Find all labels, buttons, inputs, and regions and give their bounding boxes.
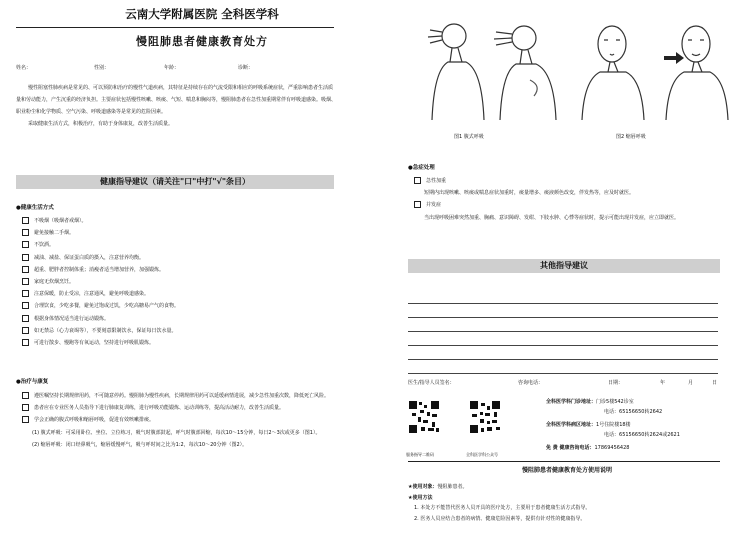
writing-line[interactable] <box>408 290 718 304</box>
contact-info <box>546 398 680 454</box>
writing-line[interactable] <box>408 304 718 318</box>
left-column <box>8 0 396 546</box>
list-item[interactable]: 不吸烟（吸烟者戒烟）。 <box>22 215 332 227</box>
checkbox-icon[interactable] <box>22 266 29 273</box>
emergency-text: 短期内出现咳嗽、咳痰或喘息症状加重时，痰量增多、痰液颜色改变，伴发热等，应及时就医。 <box>424 190 635 197</box>
checkbox-icon[interactable] <box>22 404 29 411</box>
list-item[interactable]: 家庭无炊烟烹饪。 <box>22 276 332 288</box>
list-subitem: (2) 缩唇呼吸：闭口经鼻吸气，缩唇缓慢呼气，吸与呼时间之比为1:2，每次10～20分钟（图2）。 <box>32 441 248 448</box>
checkbox-icon[interactable] <box>22 302 29 309</box>
list-item[interactable]: 可进行散步、慢跑等有氧运动，坚持进行呼吸肌锻炼。 <box>22 337 332 349</box>
checkbox-icon[interactable] <box>22 339 29 346</box>
writing-line[interactable] <box>408 318 718 332</box>
header-rule <box>16 27 334 28</box>
diagnosis-field: 诊断： <box>238 65 254 71</box>
guide-rule <box>408 461 720 462</box>
pursed-lip-breathing-illustration <box>574 10 735 124</box>
doctor-signature-label[interactable]: 医生/指导人员签名： <box>408 380 455 386</box>
day-label: 日 <box>712 380 718 386</box>
name-field: 姓名： <box>16 65 32 71</box>
emergency-text: 当出现呼吸困难突然加重、胸痛、意识障碍、发绀、下肢水肿、心悸等症状时，提示可能出现并发症，应立即就医。 <box>424 214 680 221</box>
pursed-lip-breathing-figure <box>574 10 735 124</box>
ward-address-label: 全科医学科病区地址： <box>546 422 597 428</box>
writing-line[interactable] <box>408 360 718 374</box>
month-label: 月 <box>688 380 694 386</box>
year-label: 年 <box>660 380 666 386</box>
health-guidance-band: 健康指导建议（请关注"口"中打"√"条目） <box>16 175 334 189</box>
checkbox-icon[interactable] <box>22 254 29 261</box>
target-label: ★使用对象： <box>408 484 438 490</box>
hospital-name: 云南大学附属医院 全科医学科 <box>125 7 279 21</box>
checkbox-icon[interactable] <box>22 315 29 322</box>
usage-guide-title: 慢阻肺患者健康教育处方使用说明 <box>521 467 612 474</box>
hotline-label: 免 费 健康咨询电话： <box>546 445 595 451</box>
checkbox-icon[interactable] <box>22 416 29 423</box>
clinic-phone-label: 电话： <box>604 408 620 415</box>
blank-writing-lines[interactable] <box>408 290 718 374</box>
treatment-heading: ●治疗与康复 <box>16 379 49 385</box>
lifestyle-heading: ●健康生活方式 <box>16 205 54 211</box>
list-item[interactable]: 根据身体情况适当进行运动锻炼。 <box>22 313 332 325</box>
date-label: 日期： <box>608 380 624 386</box>
intro-paragraph: 采取健康生活方式，积极治疗，有助于身体康复，改善生活质量。 <box>28 121 174 127</box>
arrow-icon <box>664 52 684 64</box>
checkbox-icon[interactable] <box>22 327 29 334</box>
checkbox-icon[interactable] <box>22 278 29 285</box>
method-label: ★使用方法 <box>408 494 433 501</box>
abdominal-breathing-figure <box>412 10 577 124</box>
checkbox-icon[interactable] <box>22 217 29 224</box>
document-title: 慢阻肺患者健康教育处方 <box>136 35 268 48</box>
list-item[interactable]: 不饮酒。 <box>22 239 332 251</box>
intro-text <box>16 82 336 130</box>
age-field: 年龄： <box>164 65 180 71</box>
list-item[interactable]: 注意保暖，防止受凉，注意通风，避免呼吸道感染。 <box>22 288 332 300</box>
list-item[interactable]: 并发症 <box>414 199 726 211</box>
checkbox-icon[interactable] <box>414 201 421 208</box>
writing-line[interactable] <box>408 346 718 360</box>
hotline-number: 17869456428 <box>594 445 630 451</box>
ward-phone: 65156650转2624或2621 <box>619 431 680 438</box>
writing-line[interactable] <box>408 332 718 346</box>
official-account-qr-code <box>469 400 501 434</box>
intro-paragraph: 慢性阻塞性肺疾病是常见的、可以预防和治疗的慢性气道疾病，其特征是持续存在的气流受限和相应的呼吸系统症状，严重影响患者生活质量和劳动能力，产生沉重的经济负担。主要症状包括慢性咳嗽、咳痰、气短、喘息和胸闷等，慢阻肺患者在急性加重期常伴有呼吸道感染。吸烟、职业粉尘和化学物质、空气污染、呼吸道感染等是常见的危险因素。 <box>16 85 337 115</box>
lifestyle-list <box>22 215 332 349</box>
list-item[interactable]: 患者应在专业医务人员指导下进行肺康复训练，进行呼吸功能锻炼、运动训练等，提高活动耐力，改善生活质量。 <box>22 402 332 414</box>
list-item[interactable]: 如无禁忌（心力衰竭等），不要刻意限制饮水，保证每日饮水量。 <box>22 325 332 337</box>
method-item: 2. 医务人员应结合患者的病情、健康危险因素等，提供有针对性的健康指导。 <box>414 515 586 522</box>
service-qr-code <box>408 400 440 434</box>
target-text: 慢阻肺患者。 <box>437 484 468 490</box>
list-item[interactable]: 减油、减盐、保证蛋白质的摄入，注意营养均衡。 <box>22 252 332 264</box>
ward-phone-label: 电话： <box>604 431 620 438</box>
checkbox-icon[interactable] <box>22 392 29 399</box>
checkbox-icon[interactable] <box>22 290 29 297</box>
checkbox-icon[interactable] <box>22 229 29 236</box>
list-item[interactable]: 学会正确的腹式呼吸和缩唇呼吸，促进有效咳嗽排痰。 <box>22 414 332 426</box>
ward-address: 1号住院楼18楼 <box>596 422 631 428</box>
abdominal-breathing-illustration <box>412 10 577 124</box>
official-account-qr-caption: 全科医学科公众号 <box>466 452 498 457</box>
list-item[interactable]: 合理饮食，少吃多餐，避免过饱或过饥，少吃高糖易产气的食物。 <box>22 300 332 312</box>
list-item[interactable]: 遵医嘱坚持长期规律用药，不可随意停药。慢阻肺为慢性疾病，长期规律用药可以延缓病情进展，减少急性加重次数，降低死亡风险。 <box>22 390 332 402</box>
service-qr-caption: 服务指导二维码 <box>406 452 434 457</box>
gender-field: 性别： <box>94 65 110 71</box>
list-item[interactable]: 避免接触二手烟。 <box>22 227 332 239</box>
list-item[interactable]: 急性加重 <box>414 175 726 187</box>
list-item[interactable]: 超重、肥胖者控制体重；消瘦者适当增加营养，加强锻炼。 <box>22 264 332 276</box>
other-guidance-band: 其他指导建议 <box>408 259 720 273</box>
phone-label: 咨询电话： <box>518 380 544 386</box>
list-subitem: (1) 腹式呼吸：可采用卧位、坐位、立位练习，吸气时腹部鼓起，呼气时腹部回缩，每次10～15分钟，每日2～3次或更多（图1）。 <box>32 429 321 436</box>
figure-2-caption: 图2 缩唇呼吸 <box>616 134 646 140</box>
figure-1-caption: 图1 腹式呼吸 <box>454 134 484 140</box>
method-item: 1. 本处方不能替代医务人员开具的医疗处方，主要用于患者健康生活方式指导。 <box>414 505 591 511</box>
emergency-heading: ●急症处理 <box>408 165 435 171</box>
usage-guide <box>408 482 726 524</box>
clinic-address-label: 全科医学科门诊地址： <box>546 399 597 405</box>
checkbox-icon[interactable] <box>22 241 29 248</box>
checkbox-icon[interactable] <box>414 177 421 184</box>
right-column <box>404 0 730 546</box>
clinic-address: 门诊5楼542诊室 <box>596 399 634 405</box>
emergency-list <box>414 175 726 224</box>
treatment-list <box>22 390 332 451</box>
clinic-phone: 65156650转2642 <box>619 408 663 415</box>
